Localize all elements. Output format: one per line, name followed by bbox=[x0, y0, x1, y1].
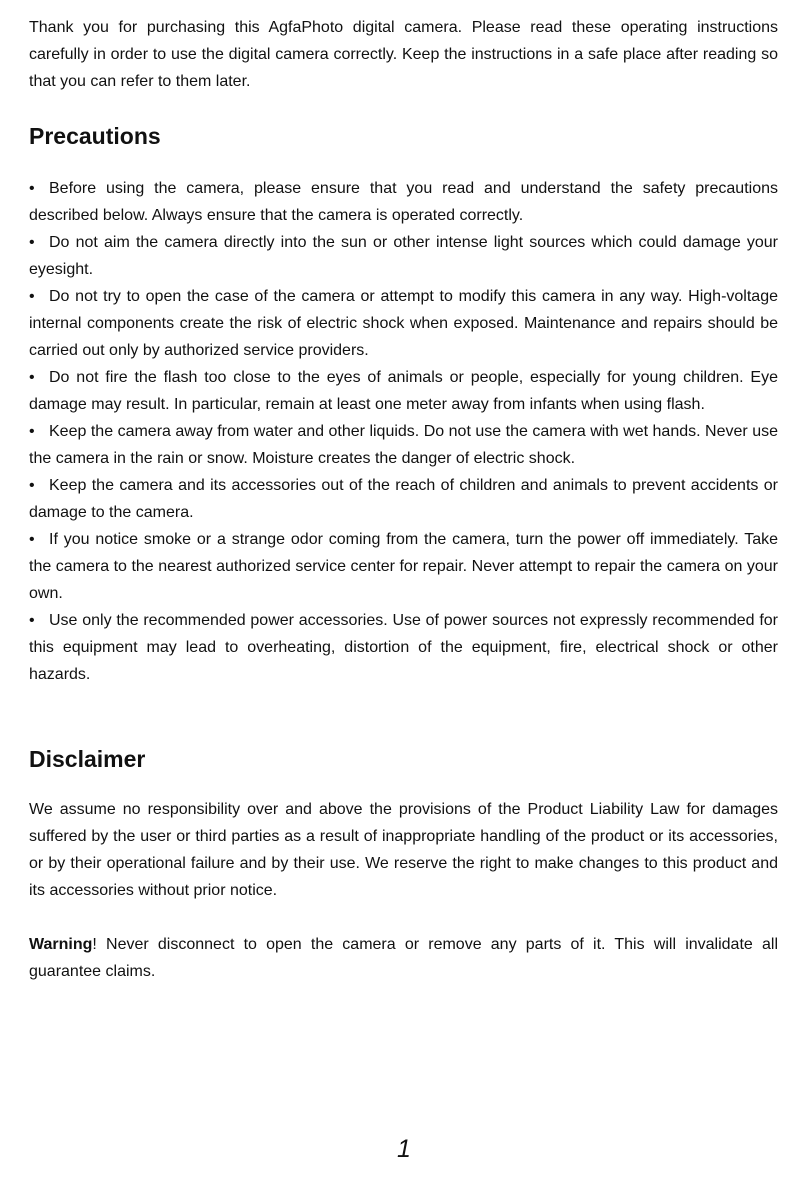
precaution-item: • Do not fire the flash too close to the eyes of animals or people, especially for young children. Eye damage may result. In particular, remain at least one meter away from infants when using flash. bbox=[29, 364, 778, 418]
precaution-item: • If you notice smoke or a strange odor coming from the camera, turn the power off immediately. Take the camera to the nearest authorized service center for repair. Never attempt to repair the camera on your own. bbox=[29, 526, 778, 607]
warning-text: ! Never disconnect to open the camera or remove any parts of it. This will invalidate all guarantee claims. bbox=[29, 936, 778, 980]
bullet-icon: • bbox=[29, 477, 35, 494]
precaution-item: • Do not try to open the case of the camera or attempt to modify this camera in any way. High-voltage internal components create the risk of electric shock when exposed. Maintenance and repairs should be carried out only by authorized service providers. bbox=[29, 283, 778, 364]
precaution-item: • Keep the camera away from water and other liquids. Do not use the camera with wet hands. Never use the camera in the rain or snow. Moisture creates the danger of electric shock. bbox=[29, 418, 778, 472]
bullet-icon: • bbox=[29, 180, 35, 197]
bullet-icon: • bbox=[29, 531, 35, 548]
page-number: 1 bbox=[397, 1135, 411, 1163]
precaution-item: • Use only the recommended power accessories. Use of power sources not expressly recommended for this equipment may lead to overheating, distortion of the equipment, fire, electrical shock or other hazards. bbox=[29, 607, 778, 688]
precautions-list bbox=[29, 175, 778, 688]
precaution-item: • Before using the camera, please ensure that you read and understand the safety precautions described below. Always ensure that the camera is operated correctly. bbox=[29, 175, 778, 229]
bullet-icon: • bbox=[29, 288, 35, 305]
intro-paragraph: Thank you for purchasing this AgfaPhoto digital camera. Please read these operating instructions carefully in order to use the digital camera correctly. Keep the instructions in a safe place after reading so that you can refer to them later. bbox=[29, 19, 778, 90]
document-page bbox=[29, 14, 778, 985]
bullet-icon: • bbox=[29, 234, 35, 251]
precautions-heading: Precautions bbox=[29, 123, 161, 149]
warning-label: Warning bbox=[29, 936, 93, 953]
bullet-icon: • bbox=[29, 423, 35, 440]
precaution-item: • Do not aim the camera directly into the sun or other intense light sources which could damage your eyesight. bbox=[29, 229, 778, 283]
disclaimer-paragraph: We assume no responsibility over and above the provisions of the Product Liability Law for damages suffered by the user or third parties as a result of inappropriate handling of the product or its accessories, or by their operational failure and by their use. We reserve the right to make changes to this product and its accessories without prior notice. bbox=[29, 801, 778, 899]
precaution-item: • Keep the camera and its accessories out of the reach of children and animals to prevent accidents or damage to the camera. bbox=[29, 472, 778, 526]
bullet-icon: • bbox=[29, 369, 35, 386]
disclaimer-heading: Disclaimer bbox=[29, 746, 146, 772]
warning-paragraph bbox=[29, 931, 778, 985]
bullet-icon: • bbox=[29, 612, 35, 629]
